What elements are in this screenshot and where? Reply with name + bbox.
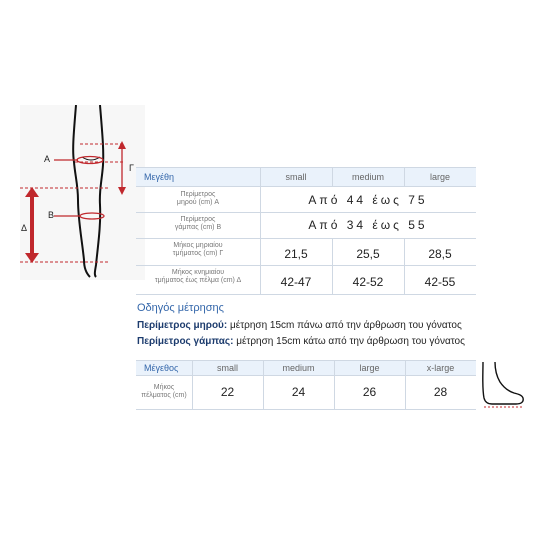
table-row [136,239,476,265]
grid-line [332,238,333,295]
row-label-line1: Μήκος κνημιαίου [171,269,225,276]
grid-line [404,238,405,295]
foot-outline-back [483,362,523,404]
size-small: small [285,172,307,182]
grid-line [136,212,476,213]
guide-calf-text: μέτρηση 15cm κάτω από την άρθρωση του γόνατος [233,336,465,347]
arrowhead-g-bottom [118,187,126,195]
cell-value: 42-52 [352,275,384,289]
cell-value: 24 [291,385,306,399]
cell-value: 42-47 [280,275,312,289]
row-label-line2: μηρού (cm) A [176,199,220,206]
table-row [136,188,476,212]
row-label-line1: Μήκος [153,384,175,391]
arrowhead-g-top [118,141,126,149]
table1-header [136,167,476,187]
guide-thigh [137,320,462,331]
row-label [136,242,260,258]
size-table-leg [136,167,476,295]
leg-outline-back [73,105,90,277]
leg-diagram [20,105,145,280]
cell-value: 25,5 [356,247,380,261]
row-label-line2: πέλματος (cm) [141,392,187,399]
table2-header [136,360,476,376]
table-row [136,213,476,237]
grid-line [136,238,476,239]
grid-line [404,167,405,187]
leg-outline-front [95,105,103,277]
grid-line [136,294,476,295]
row-label-line2: τμήματος (cm) Γ [172,250,224,257]
grid-line [192,360,193,410]
row-label [136,269,260,285]
size-table-foot [136,360,476,410]
grid-line [136,265,476,266]
label-a: A [44,154,51,164]
size-large: large [429,172,450,182]
table1-title: Μεγέθη [144,172,175,182]
cell-value: 22 [220,385,235,399]
cell-value: 26 [362,385,377,399]
size-small: small [216,363,238,373]
row-label [136,216,260,232]
cell-value: 28,5 [428,247,452,261]
label-b: B [48,210,55,220]
row-label-line2: γάμπας (cm) B [174,224,222,231]
grid-line [263,360,264,410]
guide-calf-label: Περίμετρος γάμπας: [137,336,234,347]
row-label-line1: Περίμετρος [180,216,216,223]
calf-range: Από 34 έως 55 [308,218,428,232]
grid-line [332,167,333,187]
grid-line [405,360,406,410]
foot-icon [478,360,528,410]
row-label-line1: Περίμετρος [180,191,216,198]
guide-calf [137,336,465,347]
grid-line [260,167,261,295]
guide-thigh-label: Περίμετρος μηρού: [137,320,228,331]
guide-title: Οδηγός μέτρησης [137,302,224,314]
row-label-line2: τμήματος έως πέλμα (cm) Δ [154,277,242,284]
row-label-line1: Μήκος μηριαίου [173,242,223,249]
size-medium: medium [282,363,315,373]
table-row [136,266,476,294]
cell-value: 28 [433,385,448,399]
foot-diagram [478,360,528,410]
grid-line [334,360,335,410]
cell-value: 21,5 [284,247,308,261]
table-row [136,376,476,409]
label-g: Γ [129,163,134,173]
table2-title: Μέγεθος [144,363,179,373]
label-d: Δ [21,223,28,233]
size-x-large: x-large [426,363,455,373]
row-label [136,191,260,207]
guide-thigh-text: μέτρηση 15cm πάνω από την άρθρωση του γόνατος [227,320,462,331]
leg-illustration [20,105,145,280]
thigh-range: Από 44 έως 75 [308,193,428,207]
row-label [136,384,192,400]
size-medium: medium [351,172,384,182]
grid-line [136,409,476,410]
size-large: large [359,363,380,373]
cell-value: 42-55 [424,275,456,289]
